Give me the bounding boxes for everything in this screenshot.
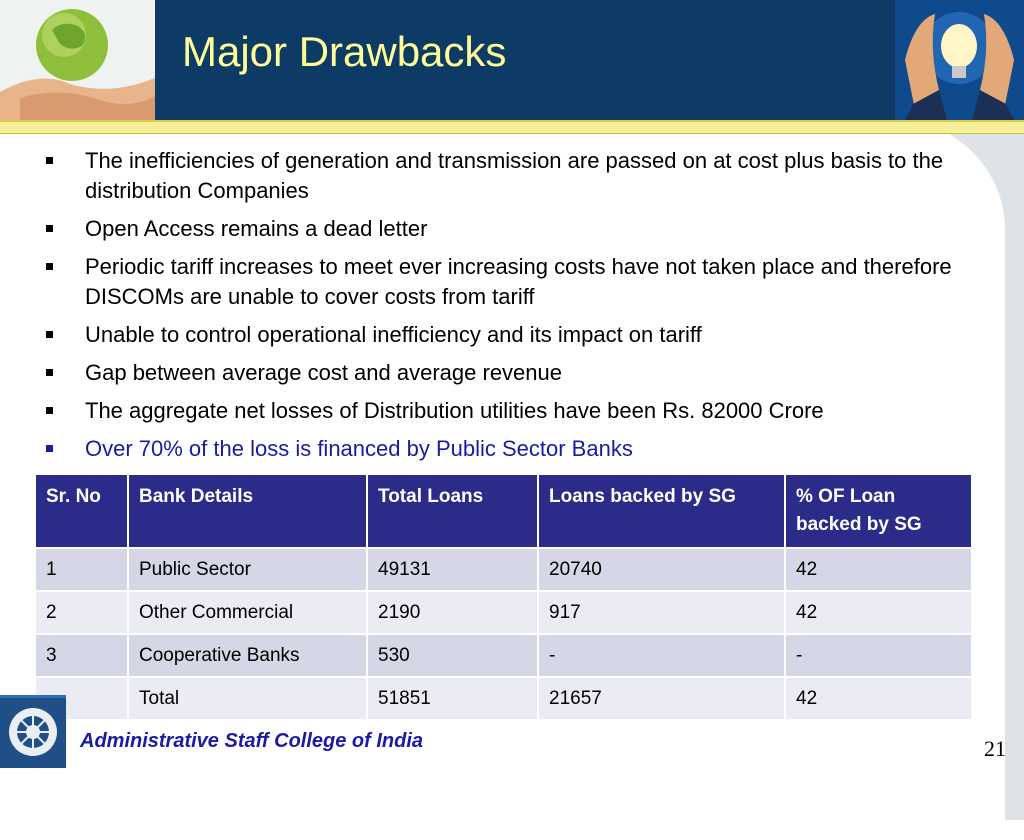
table-cell: 3 [35, 634, 128, 677]
slide-header [0, 0, 1024, 120]
column-header: Loans backed by SG [538, 474, 785, 548]
table-row-total [35, 677, 972, 720]
column-header: Bank Details [128, 474, 367, 548]
square-bullet-icon [46, 225, 53, 232]
bullet-item [40, 320, 960, 350]
lightbulb-in-hands-icon [895, 0, 1024, 120]
table-cell: 530 [367, 634, 538, 677]
column-header: Total Loans [367, 474, 538, 548]
table-header-row [35, 474, 972, 548]
table-cell: Public Sector [128, 548, 367, 591]
table-cell: 42 [785, 677, 972, 720]
bullet-list [40, 146, 960, 472]
square-bullet-icon [46, 369, 53, 376]
square-bullet-icon [46, 331, 53, 338]
college-emblem-icon [0, 695, 66, 768]
table-cell: 1 [35, 548, 128, 591]
bullet-text: Unable to control operational inefficiency and its impact on tariff [85, 322, 702, 347]
bank-loans-table [34, 473, 973, 721]
bullet-text: Gap between average cost and average revenue [85, 360, 562, 385]
table-row [35, 634, 972, 677]
bullet-item [40, 214, 960, 244]
square-bullet-icon [46, 407, 53, 414]
table-cell: 49131 [367, 548, 538, 591]
bullet-item [40, 252, 960, 312]
table-cell: Cooperative Banks [128, 634, 367, 677]
bullet-text: The inefficiencies of generation and transmission are passed on at cost plus basis to the distribution Companies [85, 148, 944, 203]
table-cell: 51851 [367, 677, 538, 720]
bullet-text: The aggregate net losses of Distribution utilities have been Rs. 82000 Crore [85, 398, 824, 423]
table-cell: - [785, 634, 972, 677]
title-divider-bar [0, 120, 1024, 134]
table-cell: 2 [35, 591, 128, 634]
table-cell: 21657 [538, 677, 785, 720]
column-header: Sr. No [35, 474, 128, 548]
table-row [35, 591, 972, 634]
table-cell: Total [128, 677, 367, 720]
slide-title: Major Drawbacks [182, 28, 507, 75]
table-cell: 20740 [538, 548, 785, 591]
bullet-text: Open Access remains a dead letter [85, 216, 428, 241]
globe-in-hands-icon [0, 0, 155, 120]
bullet-item [40, 146, 960, 206]
square-bullet-icon [46, 445, 53, 452]
column-header: % OF Loan backed by SG [785, 474, 972, 548]
table-cell: 2190 [367, 591, 538, 634]
page-number: 21 [984, 736, 1006, 761]
table-row [35, 548, 972, 591]
square-bullet-icon [46, 157, 53, 164]
table-cell: 917 [538, 591, 785, 634]
table-cell: Other Commercial [128, 591, 367, 634]
table-cell: 42 [785, 548, 972, 591]
table-cell: 42 [785, 591, 972, 634]
bullet-item [40, 358, 960, 388]
bullet-text: Periodic tariff increases to meet ever increasing costs have not taken place and therefore DISCOMs are unable to cover costs from tariff [85, 254, 952, 309]
table-cell: - [538, 634, 785, 677]
footer-organization: Administrative Staff College of India [80, 730, 424, 752]
bullet-item-highlighted [40, 434, 960, 464]
bullet-item [40, 396, 960, 426]
square-bullet-icon [46, 263, 53, 270]
bullet-text: Over 70% of the loss is financed by Public Sector Banks [85, 436, 633, 461]
